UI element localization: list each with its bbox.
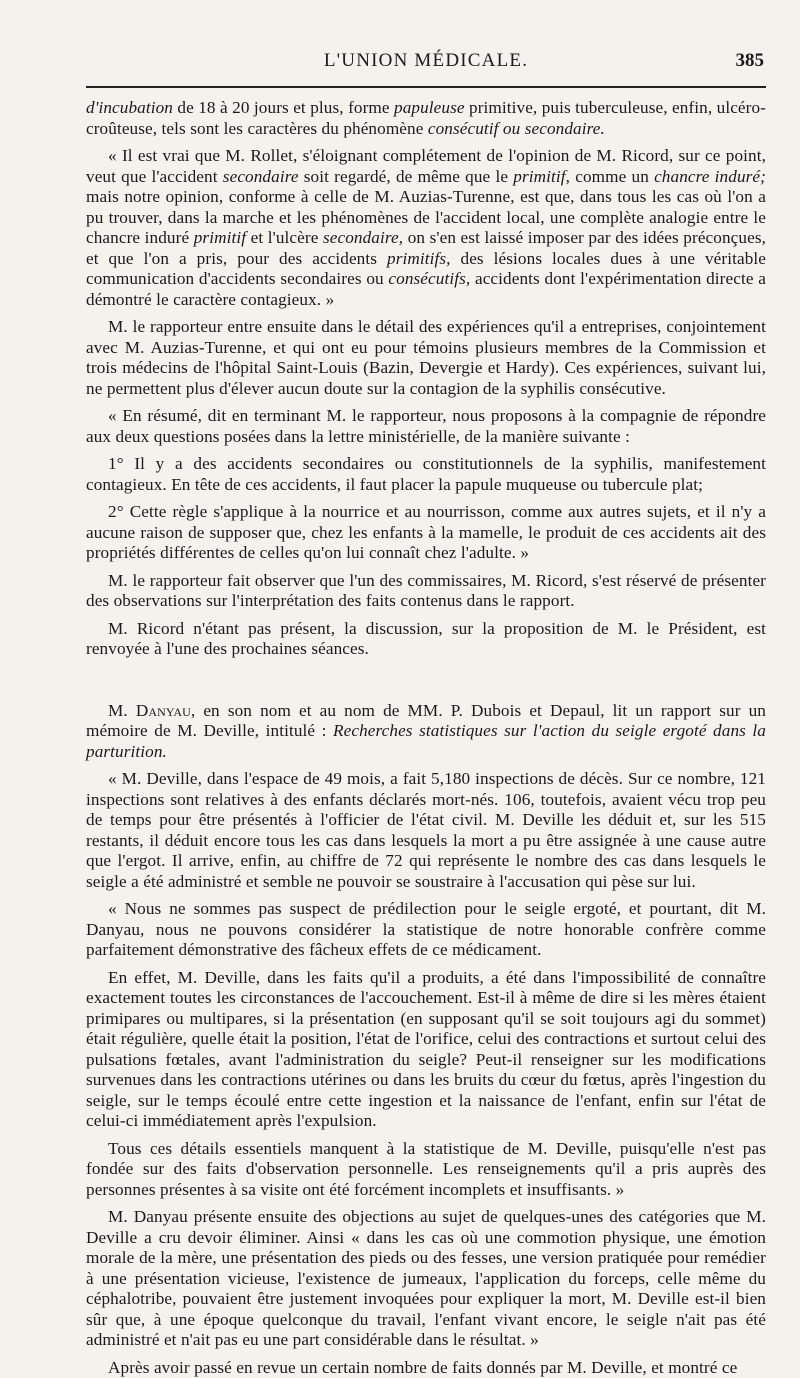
paragraph — [86, 1207, 766, 1351]
page-header — [86, 46, 766, 88]
paragraph — [86, 968, 766, 1132]
paragraph — [86, 502, 766, 564]
text-run: comme un — [570, 167, 654, 186]
paragraph — [86, 619, 766, 660]
running-title: L'UNION MÉDICALE. — [86, 50, 766, 72]
text-run: Après avoir passé en revue un certain nombre de faits donnés par M. Deville, et montré ce — [108, 1358, 737, 1377]
italic-text: secondaire — [223, 167, 299, 186]
paragraph — [86, 146, 766, 310]
text-run: primitive, puis tuberculeuse, enfin, ulcéro-croûteuse, tels sont les caractères du phénomène — [86, 98, 766, 138]
italic-text: papuleuse — [394, 98, 465, 117]
italic-text: consécutifs, — [388, 269, 470, 288]
text-run: des lésions locales dues à une véritable communication d'accidents secondaires ou — [86, 249, 766, 289]
paragraph — [86, 571, 766, 612]
paragraph — [86, 701, 766, 763]
italic-text: chancre induré; — [654, 167, 766, 186]
text-run: « En résumé, dit en terminant M. le rapporteur, nous proposons à la compagnie de répondre aux deux questions posées dans la lettre ministérielle, de la manière suivante : — [86, 406, 766, 446]
text-run: 2° Cette règle s'applique à la nourrice et au nourrisson, comme aux autres sujets, et il n'y a aucune raison de supposer que, chez les enfants à la mamelle, le produit de ces accidents ait des propriétés différentes de celles qu'on lui connaît chez l'adulte. » — [86, 502, 766, 562]
text-run: M. le rapporteur entre ensuite dans le détail des expériences qu'il a entreprises, conjointement avec M. Auzias-Turenne, et qui ont eu pour témoins plusieurs membres de la Commission et trois médecins de l'hôpital Saint-Louis (Bazin, Devergie et Hardy). Ces expériences, suivant lui, ne permettent plus d'élever aucun doute sur la contagion de la syphilis consécutive. — [86, 317, 766, 398]
text-run: accidents dont l'expérimentation directe a démontré le caractère contagieux. » — [86, 269, 766, 309]
paragraph — [86, 899, 766, 961]
italic-text: Recherches statistiques sur l'action du seigle ergoté dans la parturition. — [86, 721, 766, 761]
text-run: « Nous ne sommes pas suspect de prédilection pour le seigle ergoté, et pourtant, dit M. Danyau, nous ne pouvons considérer la statistique de notre honorable confrère comme parfaitement démonstrative des fâcheux effets de ce médicament. — [86, 899, 766, 959]
text-run: M. Danyau présente ensuite des objections au sujet de quelques-unes des catégories que M. Deville a cru devoir éliminer. Ainsi « dans les cas où une commotion physique, une émotion morale de la mère, une présentation des pieds ou des fesses, une version pratiquée pour remédier à une présentation vicieuse, l'existence de jumeaux, l'application du forceps, celle même du céphalotribe, pouvaient être justement invoquées pour expliquer la mort, M. Deville est-il bien sûr que, à une époque quelconque du travail, l'enfant vivant encore, le seigle n'ait pas été administré et n'ait pas eu une part considérable dans le résultat. » — [86, 1207, 766, 1349]
speaker-name: M. Danyau, — [108, 701, 195, 720]
text-run: 1° Il y a des accidents secondaires ou constitutionnels de la syphilis, manifestement contagieux. En tête de ces accidents, il faut placer la papule muqueuse ou tubercule plat; — [86, 454, 766, 494]
text-run: « M. Deville, dans l'espace de 49 mois, a fait 5,180 inspections de décès. Sur ce nombre, 121 inspections sont relatives à des enfants déclarés mort-nés. 106, toutefois, avaient vécu trop peu de temps pour être présentés à l'officier de l'état civil. M. Deville les déduit et, sur les 515 restants, il déduit encore tous les cas dans lesquels la mort a pu être assignée à une cause autre que l'ergot. Il arrive, enfin, au chiffre de 72 qui représente le nombre des cas dans lesquels le seigle a été administré et semble ne pouvoir se soustraire à l'accusation qui pèse sur lui. — [86, 769, 766, 891]
text-run: soit regardé, de même que le — [299, 167, 514, 186]
section-gap — [86, 667, 766, 701]
paragraph — [86, 317, 766, 399]
text-run: en son nom et au nom de MM. P. Dubois et Depaul, lit un rapport sur un mémoire de M. Deville, intitulé : — [86, 701, 766, 741]
text-run: de 18 à 20 jours et plus, forme — [173, 98, 394, 117]
italic-text: primitif, — [513, 167, 570, 186]
paragraph — [86, 1358, 766, 1378]
italic-text: consécutif ou secondaire. — [428, 119, 605, 138]
paragraph — [86, 1139, 766, 1201]
text-run: M. le rapporteur fait observer que l'un des commissaires, M. Ricord, s'est réservé de présenter des observations sur l'interprétation des faits contenus dans le rapport. — [86, 571, 766, 611]
paragraph — [86, 406, 766, 447]
text-run: M. Ricord n'étant pas présent, la discussion, sur la proposition de M. le Président, est renvoyée à l'une des prochaines séances. — [86, 619, 766, 659]
italic-text: secondaire, — [323, 228, 403, 247]
paragraph — [86, 98, 766, 139]
text-run: « Il est vrai que M. Rollet, s'éloignant complétement de l'opinion de M. Ricord, sur ce point, veut que l'accident — [86, 146, 766, 186]
text-run: mais notre opinion, conforme à celle de M. Auzias-Turenne, est que, dans tous les cas où l'on a pu trouver, dans la marche et les phénomènes de l'accident local, une complète analogie entre le chancre induré — [86, 187, 766, 247]
text-run: on s'en est laissé imposer par des idées préconçues, et que l'on a pris, pour des accidents — [86, 228, 766, 268]
text-run: En effet, M. Deville, dans les faits qu'il a produits, a été dans l'impossibilité de connaître exactement toutes les circonstances de l'accouchement. Est-il à même de dire si les mères étaient primipares ou multipares, si la présentation (en supposant qu'il se soit toujours agi du sommet) était régulière, quelle était la position, l'état de l'orifice, celui des contractions et surtout celui des pulsations fœtales, avant l'administration du seigle? Peut-il renseigner sur les modifications survenues dans les contractions utérines ou dans les bruits du cœur du fœtus, après l'ingestion du seigle, sur le temps écoulé entre cette ingestion et la naissance de l'enfant, enfin sur l'état de celui-ci immédiatement après l'expulsion. — [86, 968, 766, 1131]
page-number: 385 — [736, 50, 765, 72]
italic-text: primitifs, — [387, 249, 451, 268]
paragraph — [86, 769, 766, 892]
text-run: Tous ces détails essentiels manquent à la statistique de M. Deville, puisqu'elle n'est pas fondée sur des faits d'observation personnelle. Les renseignements qu'il a pris auprès des personnes présentes à sa visite ont été forcément incomplets et insuffisants. » — [86, 1139, 766, 1199]
text-run: et l'ulcère — [246, 228, 323, 247]
paragraph — [86, 454, 766, 495]
body-text — [86, 98, 766, 1378]
italic-text: d'incubation — [86, 98, 173, 117]
italic-text: primitif — [194, 228, 246, 247]
